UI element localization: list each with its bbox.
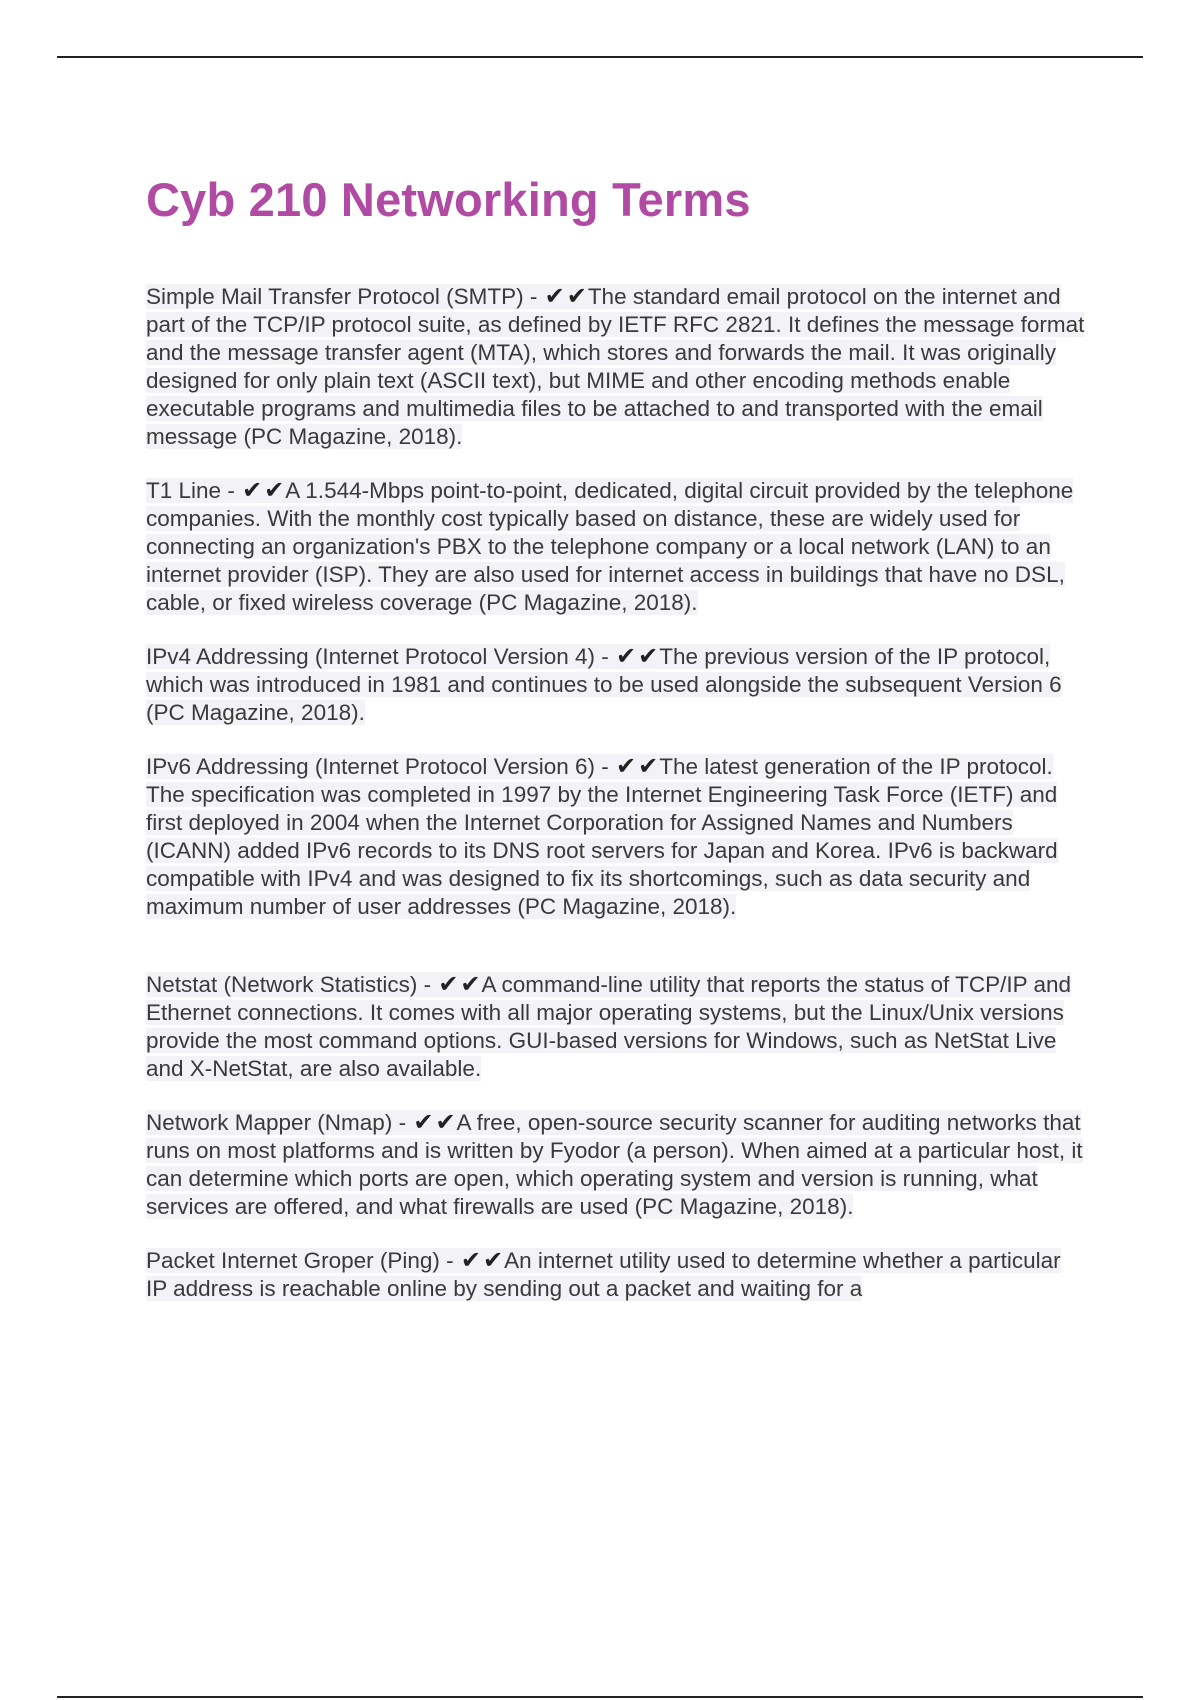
top-rule: [57, 56, 1143, 58]
term-list: [146, 283, 1086, 1329]
term-definition: A free, open-source security scanner for auditing networks that runs on most platforms and is written by Fyodor (a person). When aimed at a particular host, it can determine which ports are open, which operating system and version is running, what services are offered, and what firewalls are used (PC Magazine, 2018).: [146, 1110, 1083, 1219]
page-title: Cyb 210 Networking Terms: [146, 173, 751, 226]
checkmark-icon: ✔: [438, 970, 459, 998]
term-definition: A command-line utility that reports the status of TCP/IP and Ethernet connections. It comes with all major operating systems, but the Linux/Unix versions provide the most command options. GUI-based versions for Windows, such as NetStat Live and X-NetStat, are also available.: [146, 972, 1071, 1081]
term-label: Network Mapper (Nmap): [146, 1110, 393, 1135]
checkmark-icon: ✔: [413, 1108, 434, 1136]
checkmark-icon: ✔: [264, 476, 285, 504]
term-definition: The latest generation of the IP protocol. The specification was completed in 1997 by the Internet Engineering Task Force (IETF) and first deployed in 2004 when the Internet Corporation for Assigned Names and Numbers (ICANN) added IPv6 records to its DNS root servers for Japan and Korea. IPv6 is backward compatible with IPv4 and was designed to fix its shortcomings, such as data security and maximum number of user addresses (PC Magazine, 2018).: [146, 754, 1058, 919]
checkmark-icon: ✔: [566, 282, 587, 310]
checkmark-icon: ✔: [638, 752, 659, 780]
term-label: Packet Internet Groper (Ping): [146, 1248, 440, 1273]
term-entry-nmap: Network Mapper (Nmap) - ✔✔A free, open-source security scanner for auditing networks that runs on most platforms and is written by Fyodor (a person). When aimed at a particular host, it can determine which ports are open, which operating system and version is running, what services are offered, and what firewalls are used (PC Magazine, 2018).: [146, 1108, 1083, 1219]
term-label: Netstat (Network Statistics): [146, 972, 418, 997]
term-entry-ipv4: IPv4 Addressing (Internet Protocol Version 4) - ✔✔The previous version of the IP protocol, which was introduced in 1981 and continues to be used alongside the subsequent Version 6 (PC Magazine, 2018).: [146, 642, 1062, 725]
checkmark-icon: ✔: [616, 752, 637, 780]
term-label: IPv4 Addressing (Internet Protocol Version 4): [146, 644, 595, 669]
term-entry-ipv6: IPv6 Addressing (Internet Protocol Version 6) - ✔✔The latest generation of the IP protocol. The specification was completed in 1997 by the Internet Engineering Task Force (IETF) and first deployed in 2004 when the Internet Corporation for Assigned Names and Numbers (ICANN) added IPv6 records to its DNS root servers for Japan and Korea. IPv6 is backward compatible with IPv4 and was designed to fix its shortcomings, such as data security and maximum number of user addresses (PC Magazine, 2018).: [146, 752, 1058, 919]
term-definition: A 1.544-Mbps point-to-point, dedicated, digital circuit provided by the telephone companies. With the monthly cost typically based on distance, these are widely used for connecting an organization's PBX to the telephone company or a local network (LAN) to an internet provider (ISP). They are also used for internet access in buildings that have no DSL, cable, or fixed wireless coverage (PC Magazine, 2018).: [146, 478, 1074, 615]
checkmark-icon: ✔: [460, 970, 481, 998]
term-label: IPv6 Addressing (Internet Protocol Version 6): [146, 754, 595, 779]
bottom-rule: [57, 1696, 1143, 1698]
term-entry-smtp: Simple Mail Transfer Protocol (SMTP) - ✔✔The standard email protocol on the internet and part of the TCP/IP protocol suite, as defined by IETF RFC 2821. It defines the message format and the message transfer agent (MTA), which stores and forwards the mail. It was originally designed for only plain text (ASCII text), but MIME and other encoding methods enable executable programs and multimedia files to be attached to and transported with the email message (PC Magazine, 2018).: [146, 282, 1085, 449]
checkmark-icon: ✔: [435, 1108, 456, 1136]
term-definition: An internet utility used to determine whether a particular IP address is reachable online by sending out a packet and waiting for a: [146, 1248, 1061, 1301]
checkmark-icon: ✔: [483, 1246, 504, 1274]
term-entry-t1-line: T1 Line - ✔✔A 1.544-Mbps point-to-point, dedicated, digital circuit provided by the telephone companies. With the monthly cost typically based on distance, these are widely used for connecting an organization's PBX to the telephone company or a local network (LAN) to an internet provider (ISP). They are also used for internet access in buildings that have no DSL, cable, or fixed wireless coverage (PC Magazine, 2018).: [146, 476, 1074, 615]
term-entry-netstat: Netstat (Network Statistics) - ✔✔A command-line utility that reports the status of TCP/IP and Ethernet connections. It comes with all major operating systems, but the Linux/Unix versions provide the most command options. GUI-based versions for Windows, such as NetStat Live and X-NetStat, are also available.: [146, 970, 1071, 1081]
term-definition: The previous version of the IP protocol, which was introduced in 1981 and continues to be used alongside the subsequent Version 6 (PC Magazine, 2018).: [146, 644, 1062, 725]
checkmark-icon: ✔: [544, 282, 565, 310]
checkmark-icon: ✔: [616, 642, 637, 670]
checkmark-icon: ✔: [460, 1246, 481, 1274]
checkmark-icon: ✔: [638, 642, 659, 670]
term-entry-ping: Packet Internet Groper (Ping) - ✔✔An internet utility used to determine whether a particular IP address is reachable online by sending out a packet and waiting for a: [146, 1246, 1061, 1301]
checkmark-icon: ✔: [242, 476, 263, 504]
term-label: Simple Mail Transfer Protocol (SMTP): [146, 284, 524, 309]
term-definition: The standard email protocol on the internet and part of the TCP/IP protocol suite, as defined by IETF RFC 2821. It defines the message format and the message transfer agent (MTA), which stores and forwards the mail. It was originally designed for only plain text (ASCII text), but MIME and other encoding methods enable executable programs and multimedia files to be attached to and transported with the email message (PC Magazine, 2018).: [146, 284, 1085, 449]
term-label: T1 Line: [146, 478, 222, 503]
